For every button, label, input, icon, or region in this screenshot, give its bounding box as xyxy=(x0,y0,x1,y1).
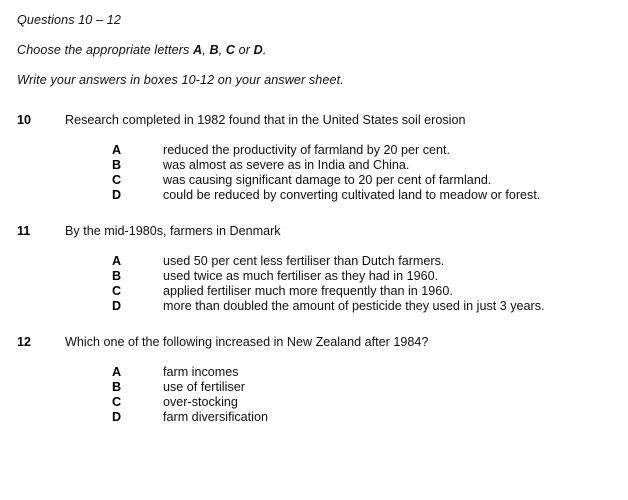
option-letter[interactable]: B xyxy=(112,269,122,283)
instruction-emphasis: A xyxy=(193,43,203,57)
option-row[interactable] xyxy=(0,365,628,380)
option-letter[interactable]: A xyxy=(112,254,122,268)
instruction-questions-range xyxy=(17,13,617,28)
question-stem: Research completed in 1982 found that in the United States soil erosion xyxy=(65,113,466,127)
instruction-text: Questions 10 – 12 xyxy=(17,13,121,27)
instruction-emphasis: C xyxy=(225,43,236,57)
option-letter[interactable]: A xyxy=(112,143,122,157)
instruction-text: , xyxy=(202,43,210,57)
instruction-text: or xyxy=(235,43,254,57)
option-list xyxy=(0,365,628,425)
option-text[interactable]: use of fertiliser xyxy=(163,380,245,394)
option-letter[interactable]: A xyxy=(112,365,122,379)
instruction-choose-letters xyxy=(17,43,617,58)
instruction-text: , xyxy=(218,43,226,57)
option-list xyxy=(0,254,628,314)
option-letter[interactable]: D xyxy=(112,188,122,202)
option-list xyxy=(0,143,628,203)
question-block xyxy=(0,112,628,203)
option-text[interactable]: farm diversification xyxy=(163,410,268,424)
option-row[interactable] xyxy=(0,143,628,158)
option-text[interactable]: applied fertiliser much more frequently than in 1960. xyxy=(163,284,453,298)
question-stem: By the mid-1980s, farmers in Denmark xyxy=(65,224,281,238)
option-text[interactable]: more than doubled the amount of pesticide they used in just 3 years. xyxy=(163,299,545,313)
question-stem: Which one of the following increased in New Zealand after 1984? xyxy=(65,335,429,349)
option-row[interactable] xyxy=(0,410,628,425)
question-block xyxy=(0,334,628,425)
instruction-text: Choose the appropriate letters xyxy=(17,43,194,57)
option-text[interactable]: used 50 per cent less fertiliser than Dutch farmers. xyxy=(163,254,445,268)
option-letter[interactable]: B xyxy=(112,380,122,394)
option-row[interactable] xyxy=(0,380,628,395)
question-number: 10 xyxy=(17,113,32,127)
question-header xyxy=(0,112,628,129)
instruction-emphasis: B xyxy=(209,43,219,57)
questions-list xyxy=(0,112,628,445)
option-row[interactable] xyxy=(0,188,628,203)
option-text[interactable]: could be reduced by converting cultivated land to meadow or forest. xyxy=(163,188,541,202)
option-letter[interactable]: C xyxy=(112,395,122,409)
option-letter[interactable]: C xyxy=(112,284,122,298)
instruction-text: . xyxy=(262,43,267,57)
question-header xyxy=(0,223,628,240)
option-row[interactable] xyxy=(0,299,628,314)
question-number: 12 xyxy=(17,335,32,349)
question-header xyxy=(0,334,628,351)
option-text[interactable]: used twice as much fertiliser as they had in 1960. xyxy=(163,269,439,283)
option-letter[interactable]: D xyxy=(112,410,122,424)
option-row[interactable] xyxy=(0,395,628,410)
option-row[interactable] xyxy=(0,284,628,299)
instructions-block xyxy=(17,13,617,102)
option-row[interactable] xyxy=(0,158,628,173)
instruction-text: Write your answers in boxes 10-12 on your answer sheet. xyxy=(17,73,344,87)
instruction-emphasis: D xyxy=(253,43,263,57)
question-block xyxy=(0,223,628,314)
question-number: 11 xyxy=(17,224,31,238)
option-text[interactable]: farm incomes xyxy=(163,365,239,379)
option-text[interactable]: over-stocking xyxy=(163,395,238,409)
instruction-write-answers xyxy=(17,73,617,88)
option-text[interactable]: was almost as severe as in India and China. xyxy=(163,158,410,172)
option-row[interactable] xyxy=(0,173,628,188)
option-letter[interactable]: C xyxy=(112,173,122,187)
option-row[interactable] xyxy=(0,254,628,269)
option-letter[interactable]: D xyxy=(112,299,122,313)
option-text[interactable]: was causing significant damage to 20 per cent of farmland. xyxy=(163,173,492,187)
option-letter[interactable]: B xyxy=(112,158,122,172)
option-text[interactable]: reduced the productivity of farmland by 20 per cent. xyxy=(163,143,451,157)
option-row[interactable] xyxy=(0,269,628,284)
